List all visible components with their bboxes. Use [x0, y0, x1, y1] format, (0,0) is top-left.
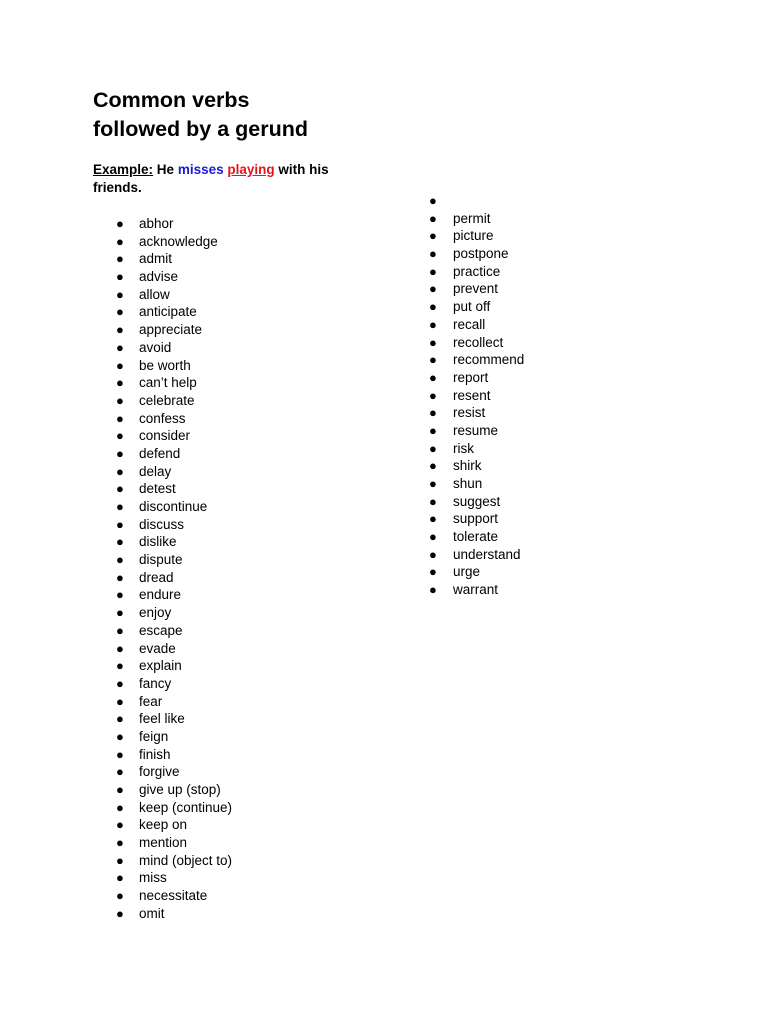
bullet-icon: ● [116, 569, 124, 585]
verb-text: acknowledge [139, 233, 218, 249]
list-item [429, 440, 524, 458]
bullet-icon: ● [116, 888, 124, 904]
bullet-icon: ● [429, 316, 437, 332]
list-item [116, 463, 232, 481]
list-item [116, 551, 232, 569]
example-label: Example: [93, 162, 154, 177]
list-item [116, 498, 232, 516]
verb-text: omit [139, 905, 165, 921]
verb-text: permit [453, 210, 491, 226]
verb-text: shirk [453, 458, 482, 474]
verb-text: recall [453, 316, 486, 332]
list-item [116, 250, 232, 268]
bullet-icon: ● [429, 352, 437, 368]
list-item [429, 581, 524, 599]
bullet-icon: ● [429, 529, 437, 545]
verb-text: mention [139, 835, 188, 851]
list-item [429, 404, 524, 422]
list-item [116, 286, 232, 304]
verb-text: celebrate [139, 392, 195, 408]
verb-text: escape [139, 622, 183, 638]
list-item [116, 781, 232, 799]
verb-text: forgive [139, 764, 180, 780]
bullet-icon: ● [116, 445, 124, 461]
verb-text: consider [139, 428, 191, 444]
bullet-icon: ● [116, 905, 124, 921]
list-item [116, 622, 232, 640]
bullet-icon: ● [116, 764, 124, 780]
bullet-icon: ● [116, 799, 124, 815]
bullet-icon: ● [116, 410, 124, 426]
verb-text: fancy [139, 675, 172, 691]
list-item [116, 604, 232, 622]
list-item [116, 516, 232, 534]
verb-text: feign [139, 728, 169, 744]
list-item [429, 263, 524, 281]
verb-text: feel like [139, 711, 185, 727]
list-item [429, 227, 524, 245]
bullet-icon: ● [116, 339, 124, 355]
verb-text: keep (continue) [139, 799, 233, 815]
example-sentence [93, 161, 363, 197]
verb-text: necessitate [139, 888, 208, 904]
list-item [429, 387, 524, 405]
verb-text: miss [139, 870, 167, 886]
list-item [429, 351, 525, 369]
verb-text: finish [139, 746, 171, 762]
list-item [116, 693, 232, 711]
verb-text: avoid [139, 339, 172, 355]
list-item [116, 427, 232, 445]
bullet-icon: ● [116, 251, 124, 267]
list-item [116, 640, 232, 658]
bullet-icon: ● [429, 582, 437, 598]
verb-list-right [429, 192, 525, 599]
bullet-icon: ● [429, 511, 437, 527]
bullet-icon: ● [429, 422, 437, 438]
verb-text: advise [139, 269, 179, 285]
verb-text: prevent [453, 281, 499, 297]
list-item [116, 357, 232, 375]
list-item [429, 245, 524, 263]
verb-text: postpone [453, 246, 509, 262]
bullet-icon: ● [116, 516, 124, 532]
title-line-2: followed by a gerund [93, 117, 309, 141]
verb-text: understand [453, 546, 521, 562]
verb-text: resist [453, 405, 486, 421]
verb-text: picture [453, 228, 494, 244]
list-item [116, 834, 232, 852]
bullet-icon: ● [429, 334, 437, 350]
verb-text: explain [139, 658, 182, 674]
example-rest: with his friends. [93, 162, 329, 195]
list-item [116, 569, 232, 587]
bullet-icon: ● [116, 286, 124, 302]
verb-text: give up (stop) [139, 782, 221, 797]
list-item [116, 728, 232, 746]
list-item [116, 533, 232, 551]
list-item [429, 210, 524, 228]
list-item [116, 268, 232, 286]
bullet-icon: ● [429, 246, 437, 262]
bullet-icon: ● [116, 499, 124, 514]
bullet-icon: ● [116, 817, 124, 833]
verb-text: confess [139, 410, 186, 426]
verb-text: risk [453, 440, 474, 456]
bullet-icon: ● [116, 728, 124, 744]
list-item [429, 422, 524, 440]
verb-text: support [453, 511, 499, 527]
verb-text: endure [139, 587, 182, 603]
verb-text: evade [139, 640, 176, 656]
bullet-icon: ● [116, 428, 124, 444]
list-item [116, 321, 232, 339]
bullet-icon: ● [429, 193, 437, 208]
bullet-icon: ● [116, 746, 124, 762]
bullet-icon: ● [116, 269, 124, 285]
list-item [116, 746, 232, 764]
bullet-icon: ● [429, 281, 437, 297]
verb-text: anticipate [139, 304, 197, 320]
list-item [116, 657, 232, 675]
bullet-icon: ● [116, 463, 124, 479]
list-item [116, 852, 233, 870]
bullet-icon: ● [429, 564, 437, 580]
verb-text: defend [139, 445, 181, 461]
verb-text: mind (object to) [139, 852, 233, 868]
bullet-icon: ● [116, 552, 124, 568]
bullet-icon: ● [116, 640, 124, 656]
list-item [429, 493, 524, 511]
page-title [93, 86, 308, 144]
bullet-icon: ● [116, 392, 124, 408]
bullet-icon: ● [116, 534, 124, 550]
example-verb: misses [177, 162, 224, 177]
bullet-icon: ● [116, 605, 124, 621]
list-item [116, 887, 232, 905]
list-item [116, 410, 232, 428]
verb-text: delay [139, 463, 172, 479]
list-item [116, 445, 232, 463]
verb-text: tolerate [453, 529, 499, 545]
verb-text: fear [139, 693, 163, 709]
bullet-icon: ● [116, 658, 124, 674]
bullet-icon: ● [429, 263, 437, 279]
list-item [429, 298, 524, 316]
bullet-icon: ● [116, 233, 124, 249]
bullet-icon: ● [116, 711, 124, 727]
bullet-icon: ● [116, 357, 124, 373]
bullet-icon: ● [429, 210, 437, 226]
title-line-1: Common verbs [93, 88, 250, 112]
list-item [429, 563, 524, 581]
verb-text: report [453, 369, 489, 385]
bullet-icon: ● [116, 693, 124, 709]
verb-text: resume [453, 422, 499, 438]
list-item [429, 528, 524, 546]
verb-text: enjoy [139, 605, 172, 621]
list-item [116, 392, 232, 410]
list-item [116, 816, 232, 834]
list-item [116, 869, 232, 887]
bullet-icon: ● [429, 299, 437, 315]
list-item [429, 457, 524, 475]
bullet-icon: ● [116, 675, 124, 691]
verb-text: admit [139, 251, 173, 267]
verb-text: be worth [139, 357, 191, 373]
list-item [429, 369, 524, 387]
bullet-icon: ● [116, 587, 124, 603]
verb-list-left [116, 215, 233, 923]
verb-text: shun [453, 476, 483, 491]
verb-text: put off [453, 299, 491, 315]
bullet-icon: ● [116, 322, 124, 338]
example-gerund: playing [227, 162, 275, 177]
list-item [116, 233, 232, 251]
list-item [116, 675, 232, 693]
bullet-icon: ● [116, 304, 124, 320]
list-item [116, 374, 232, 392]
verb-text: practice [453, 263, 501, 279]
verb-text: dispute [139, 552, 183, 568]
list-item [429, 334, 524, 352]
verb-text: urge [453, 564, 481, 580]
bullet-icon: ● [429, 387, 437, 403]
bullet-icon: ● [116, 870, 124, 886]
bullet-icon: ● [429, 369, 437, 385]
list-item [429, 280, 524, 298]
verb-text: warrant [453, 582, 499, 598]
verb-text: dread [139, 569, 174, 585]
verb-text: keep on [139, 817, 188, 833]
bullet-icon: ● [116, 481, 124, 497]
bullet-icon: ● [429, 493, 437, 509]
verb-text: abhor [139, 216, 174, 231]
list-item [116, 339, 232, 357]
bullet-icon: ● [429, 440, 437, 456]
list-item [116, 303, 232, 321]
bullet-icon: ● [116, 835, 124, 851]
list-item [116, 586, 232, 604]
bullet-icon: ● [429, 228, 437, 244]
bullet-icon: ● [116, 852, 124, 868]
verb-text: suggest [453, 493, 501, 509]
list-item [116, 215, 232, 233]
verb-text: discuss [139, 516, 185, 532]
bullet-icon: ● [429, 546, 437, 562]
verb-text: detest [139, 481, 176, 497]
bullet-icon: ● [116, 622, 124, 638]
bullet-icon: ● [429, 476, 437, 491]
list-item [116, 763, 232, 781]
list-item [429, 316, 524, 334]
verb-text: resent [453, 387, 491, 403]
verb-text: can’t help [139, 375, 197, 391]
list-item [429, 475, 524, 493]
example-subject: He [156, 162, 175, 177]
bullet-icon: ● [116, 782, 124, 797]
bullet-icon: ● [429, 405, 437, 421]
verb-text: allow [139, 286, 170, 302]
verb-text: recollect [453, 334, 504, 350]
list-item [116, 905, 232, 923]
list-item [116, 710, 232, 728]
verb-text: dislike [139, 534, 177, 550]
list-item [116, 480, 232, 498]
bullet-icon: ● [116, 216, 124, 231]
bullet-icon: ● [429, 458, 437, 474]
list-item [429, 546, 524, 564]
verb-text: discontinue [139, 499, 208, 514]
list-item [429, 510, 524, 528]
list-item [429, 192, 524, 210]
verb-text: appreciate [139, 322, 203, 338]
list-item [116, 799, 233, 817]
verb-text: recommend [453, 352, 525, 368]
bullet-icon: ● [116, 375, 124, 391]
